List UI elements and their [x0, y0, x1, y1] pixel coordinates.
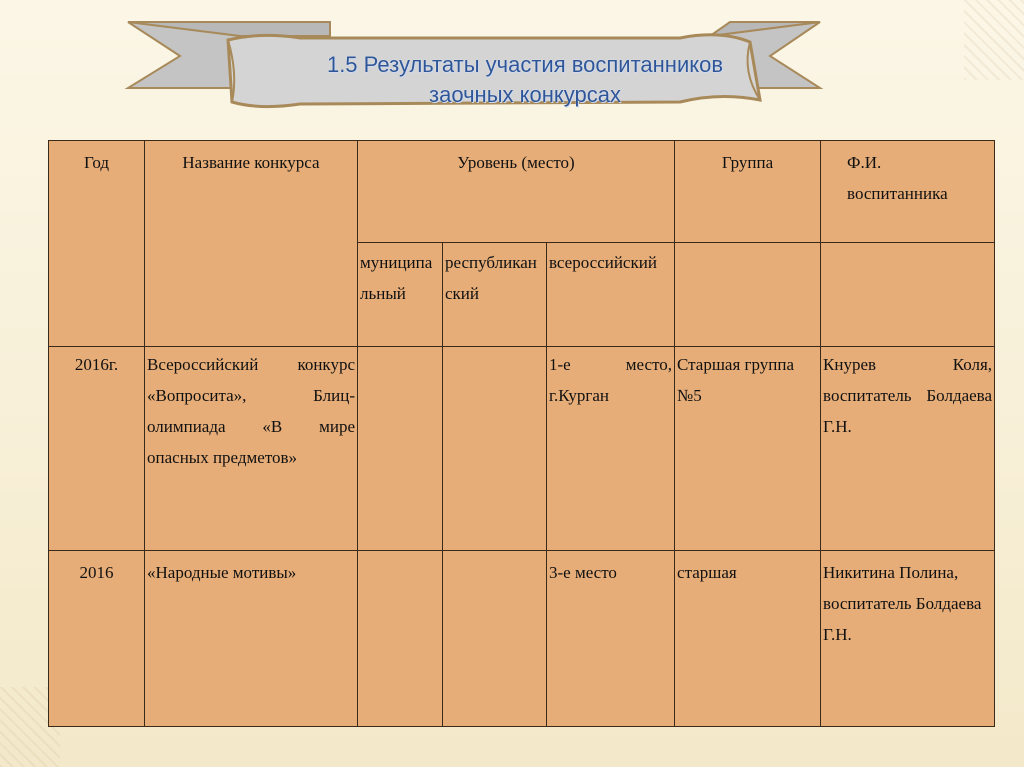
subheader-republican: республиканский — [443, 243, 547, 347]
subheader-all-russian: всероссийский — [547, 243, 675, 347]
results-table — [48, 140, 995, 727]
row-2-contest: «Народные мотивы» — [145, 551, 358, 727]
header-pupil-line-2: воспитанника — [847, 184, 948, 203]
results-table-container — [48, 140, 994, 726]
row-2-group: старшая — [675, 551, 821, 727]
row-1-all-russian: 1-е место, г.Курган — [547, 347, 675, 551]
header-pupil-line-1: Ф.И. — [847, 153, 882, 172]
header-group: Группа — [675, 141, 821, 243]
table-row — [49, 551, 995, 727]
row-2-republican — [443, 551, 547, 727]
row-1-year: 2016г. — [49, 347, 145, 551]
row-1-municipal — [358, 347, 443, 551]
row-2-municipal — [358, 551, 443, 727]
title-line-2: заочных конкурсах — [429, 82, 621, 107]
row-1-contest: Всероссийский конкурс «Вопросита», Блиц-олимпиада «В мире опасных предметов» — [145, 347, 358, 551]
row-1-group: Старшая группа №5 — [675, 347, 821, 551]
header-year: Год — [49, 141, 145, 347]
page-title — [230, 50, 820, 110]
row-2-all-russian: 3-е место — [547, 551, 675, 727]
subheader-pupil-empty — [821, 243, 995, 347]
header-pupil — [821, 141, 995, 243]
header-row — [49, 141, 995, 243]
row-2-year: 2016 — [49, 551, 145, 727]
subheader-group-empty — [675, 243, 821, 347]
subheader-municipal: муниципальный — [358, 243, 443, 347]
header-contest-name: Название конкурса — [145, 141, 358, 347]
row-1-pupil: Кнурев Коля, воспитатель Болдаева Г.Н. — [821, 347, 995, 551]
row-1-republican — [443, 347, 547, 551]
table-row — [49, 347, 995, 551]
row-2-pupil: Никитина Полина, воспитатель Болдаева Г.Н. — [821, 551, 995, 727]
header-level: Уровень (место) — [358, 141, 675, 243]
title-line-1: 1.5 Результаты участия воспитанников — [326, 52, 724, 77]
decor-pattern-top-right — [964, 0, 1024, 80]
